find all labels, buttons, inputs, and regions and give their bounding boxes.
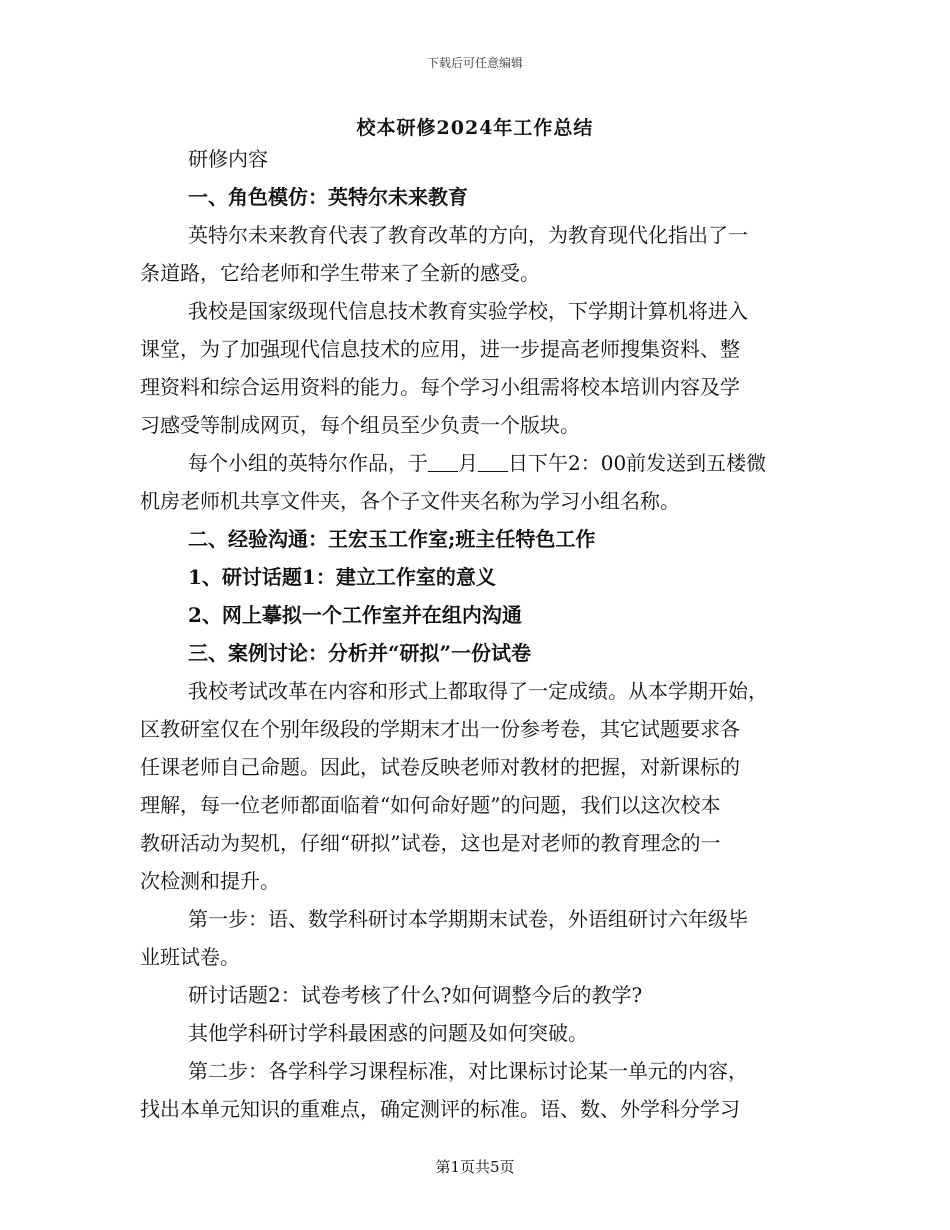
- paragraph-line: 习感受等制成网页，每个组员至少负责一个版块。: [140, 413, 580, 437]
- subsection-heading: 1、研讨话题1：建立工作室的意义: [188, 565, 496, 589]
- subsection-heading: 2、网上摹拟一个工作室并在组内沟通: [188, 603, 522, 627]
- document-title: 校本研修2024年工作总结: [356, 117, 594, 139]
- text-segment: 日下午2：00前发送到五楼微: [508, 451, 767, 475]
- paragraph-line: 第一步：语、数学科研讨本学期期末试卷，外语组研讨六年级毕: [188, 907, 748, 931]
- paragraph-line: 研讨话题2：试卷考核了什么?如何调整今后的教学?: [188, 983, 643, 1007]
- page-header-note: 下载后可任意编辑: [426, 56, 523, 70]
- paragraph-line: 其他学科研讨学科最困惑的问题及如何突破。: [188, 1021, 588, 1045]
- paragraph-line: 研修内容: [188, 147, 268, 171]
- paragraph-line: 理资料和综合运用资料的能力。每个学习小组需将校本培训内容及学: [140, 375, 740, 399]
- paragraph-line: 我校考试改革在内容和形式上都取得了一定成绩。从本学期开始，: [188, 679, 768, 703]
- paragraph-line: 区教研室仅在个别年级段的学期末才出一份参考卷，其它试题要求各: [140, 717, 740, 741]
- paragraph-line: 课堂，为了加强现代信息技术的应用，进一步提高老师搜集资料、整: [140, 337, 740, 361]
- paragraph-line: 条道路，它给老师和学生带来了全新的感受。: [140, 261, 540, 285]
- section-heading: 一、角色模仿：英特尔未来教育: [188, 185, 468, 209]
- paragraph-line: 机房老师机共享文件夹，各个子文件夹名称为学习小组名称。: [140, 489, 680, 513]
- paragraph-line-with-blanks: [140, 450, 766, 476]
- fill-blank-day: [478, 453, 508, 472]
- paragraph-line: 次检测和提升。: [140, 869, 280, 893]
- paragraph-line: 教研活动为契机，仔细“研拟”试卷，这也是对老师的教育理念的一: [140, 831, 721, 855]
- page-number-footer: 第1页共5页: [435, 1158, 515, 1176]
- section-heading: 三、案例讨论：分析并“研拟”一份试卷: [188, 641, 532, 665]
- paragraph-line: 任课老师自己命题。因此，试卷反映老师对教材的把握，对新课标的: [140, 755, 740, 779]
- text-segment: 月: [458, 451, 478, 475]
- paragraph-line: 找出本单元知识的重难点，确定测评的标准。语、数、外学科分学习: [140, 1097, 740, 1121]
- section-heading: 二、经验沟通：王宏玉工作室;班主任特色工作: [188, 527, 596, 551]
- paragraph-line: 我校是国家级现代信息技术教育实验学校，下学期计算机将进入: [188, 299, 748, 323]
- paragraph-line: 第二步：各学科学习课程标准，对比课标讨论某一单元的内容，: [188, 1059, 748, 1083]
- text-segment: 每个小组的英特尔作品，于: [188, 451, 428, 475]
- fill-blank-month: [428, 453, 458, 472]
- paragraph-line: 理解，每一位老师都面临着“如何命好题”的问题，我们以这次校本: [140, 793, 721, 817]
- paragraph-line: 英特尔未来教育代表了教育改革的方向，为教育现代化指出了一: [188, 223, 748, 247]
- paragraph-line: 业班试卷。: [140, 945, 240, 969]
